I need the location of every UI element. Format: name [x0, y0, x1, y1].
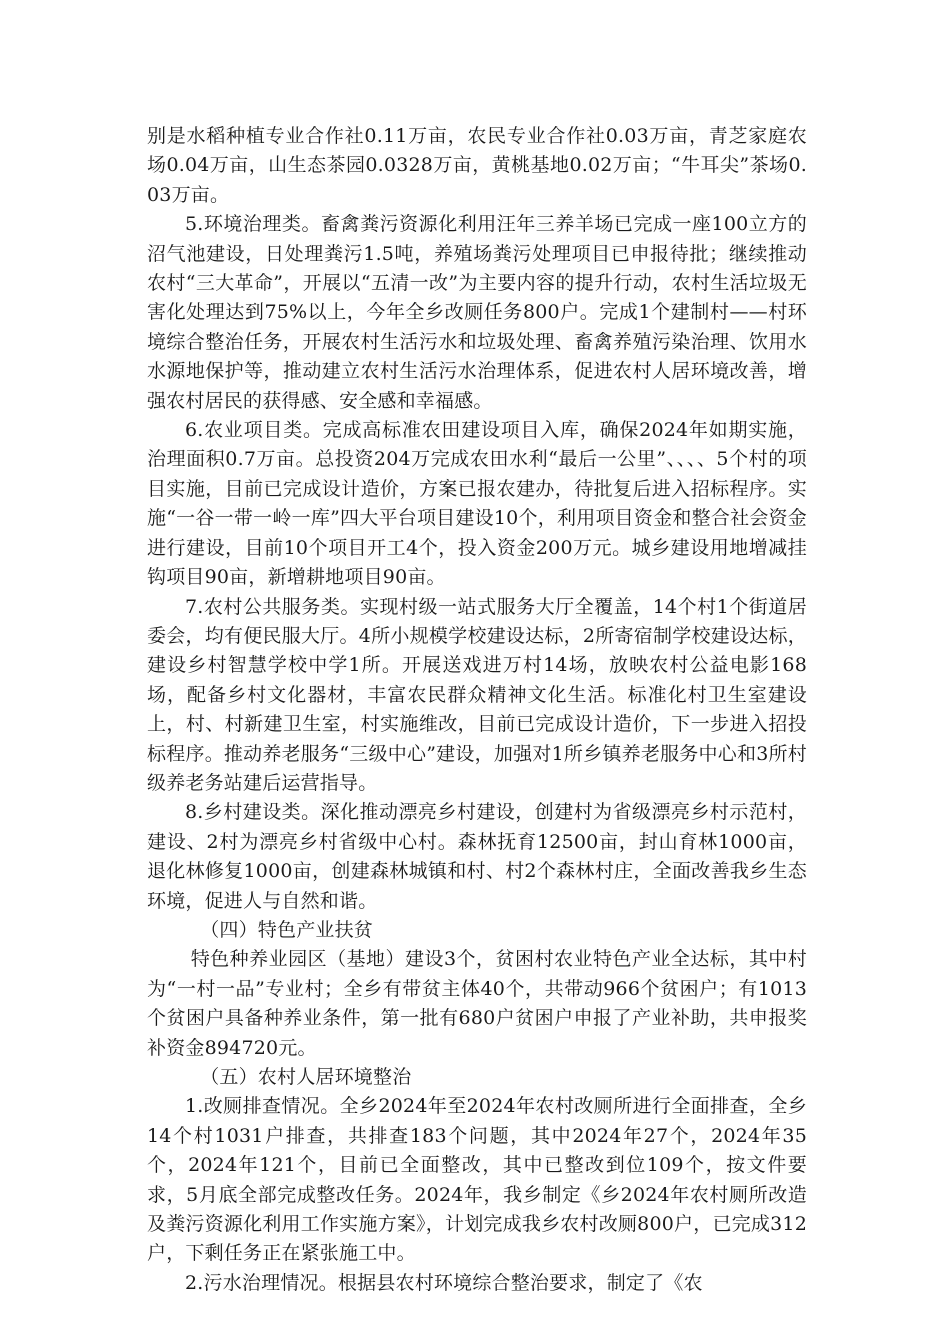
section-heading-living-environment: （五）农村人居环境整治	[200, 1066, 412, 1088]
paragraph-rural-public-services: 7.农村公共服务类。实现村级一站式服务大厅全覆盖，14个村1个街道居委会，均有便民服大厅。4所小规模学校建设达标，2所寄宿制学校建设达标，建设乡村智慧学校中学1所。开展送戏进万村14场，放映农村公益电影168场，配备乡村文化器材，丰富农民群众精神文化生活。标准化村卫生室建设上，村、村新建卫生室，村实施维改，目前已完成设计造价，下一步进入招投标程序。推动养老服务“三级中心”建设，加强对1所乡镇养老服务中心和3所村级养老务站建后运营指导。	[147, 595, 807, 794]
section-heading-featured-industry: （四）特色产业扶贫	[200, 918, 373, 941]
document-page	[147, 122, 807, 1298]
paragraph-environment-governance: 5.环境治理类。畜禽粪污资源化利用汪年三养羊场已完成一座100立方的沼气池建设，日处理粪污1.5吨，养殖场粪污处理项目已申报待批；继续推动农村“三大革命”，开展以“五清一改”为主要内容的提升行动，农村生活垃圾无害化处理达到75%以上，今年全乡改厕任务800户。完成1个建制村——村环境综合整治任务，开展农村生活污水和垃圾处理、畜禽养殖污染治理、饮用水水源地保护等，推动建立农村生活污水治理体系，促进农村人居环境改善，增强农村居民的获得感、安全感和幸福感。	[147, 213, 807, 412]
paragraph-toilet-inspection: 1.改厕排查情况。全乡2024年至2024年农村改厕所进行全面排查，全乡14个村1031户排查，共排查183个问题，其中2024年27个，2024年35个，2024年121个，目前已全面整改，其中已整改到位109个，按文件要求，5月底全部完成整改任务。2024年，我乡制定《乡2024年农村厕所改造及粪污资源化利用工作实施方案》，计划完成我乡农村改厕800户，已完成312户，下剩任务正在紧张施工中。	[147, 1095, 807, 1265]
paragraph-featured-industry: 特色种养业园区（基地）建设3个，贫困村农业特色产业全达标，其中村为“一村一品”专业村；全乡有带贫主体40个，共带动966个贫困户；有1013个贫困户具备种养业条件，第一批有680户贫困户申报了产业补助，共申报奖补资金894720元。	[147, 948, 807, 1059]
paragraph-continuation: 别是水稻种植专业合作社0.11万亩，农民专业合作社0.03万亩，青芝家庭农场0.04万亩，山生态茶园0.0328万亩，黄桃基地0.02万亩；“牛耳尖”茶场0.03万亩。	[147, 125, 807, 206]
paragraph-agricultural-projects: 6.农业项目类。完成高标准农田建设项目入库，确保2024年如期实施，治理面积0.7万亩。总投资204万完成农田水利“最后一公里”、、、、5个村的项目实施，目前已完成设计造价，方案已报农建办，待批复后进入招标程序。实施“一谷一带一岭一库”四大平台项目建设10个，利用项目资金和整合社会资金进行建设，目前10个项目开工4个，投入资金200万元。城乡建设用地增减挂钩项目90亩，新增耕地项目90亩。	[147, 419, 807, 589]
paragraph-sewage-treatment: 2.污水治理情况。根据县农村环境综合整治要求，制定了《农	[185, 1271, 703, 1294]
paragraph-rural-construction: 8.乡村建设类。深化推动漂亮乡村建设，创建村为省级漂亮乡村示范村，建设、2村为漂亮乡村省级中心村。森林抚育12500亩，封山育林1000亩，退化林修复1000亩，创建森林城镇和村、村2个森林村庄，全面改善我乡生态环境，促进人与自然和谐。	[147, 801, 807, 912]
